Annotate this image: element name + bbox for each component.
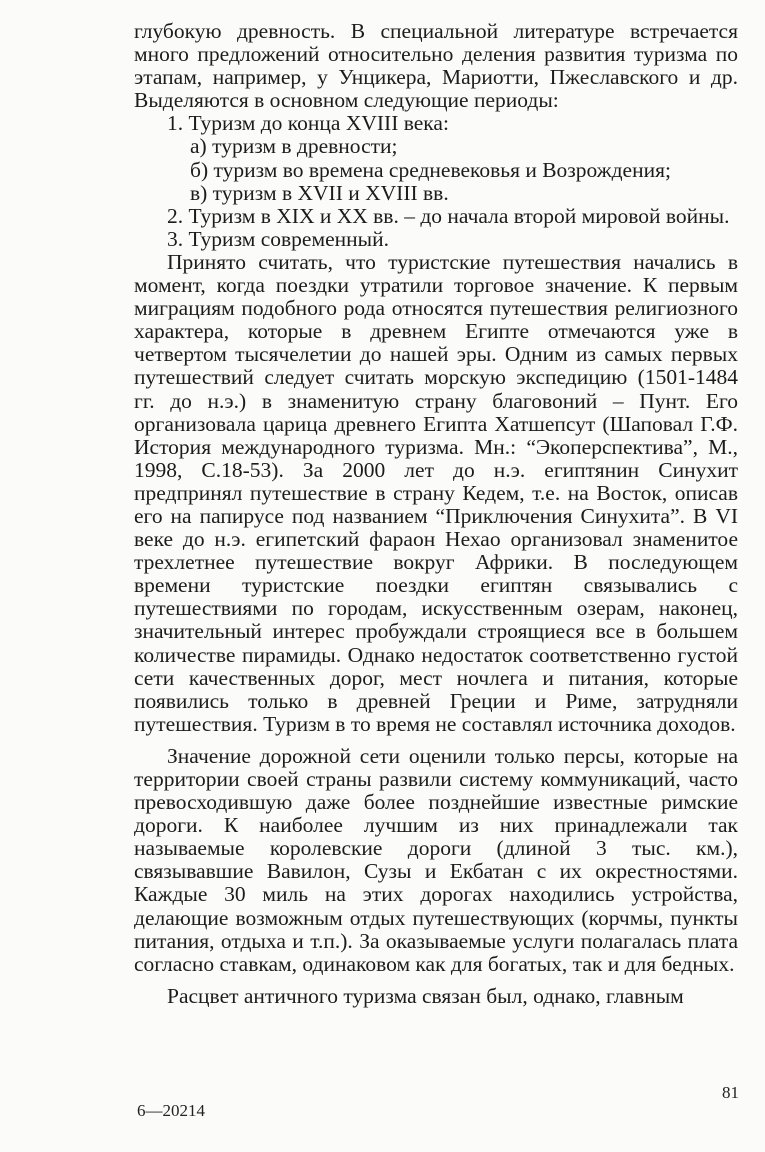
paragraph-antiquity: Расцвет античного туризма связан был, однако, главным [167, 983, 684, 1008]
paragraph-1: глубокую древность. В специальной литературе встречается много предложений относительно деления развития туризма по этапам, например, у Унцикера, Мариотти, Пжеславского и др. Выделяются в основном следующие периоды: [134, 19, 738, 113]
page-number: 81 [722, 1083, 739, 1102]
list-subitem-c: в) туризм в XVII и XVIII вв. [190, 180, 449, 205]
paragraph-persia: Значение дорожной сети оценили только персы, которые на территории своей страны развили систему коммуникаций, часто превосходившую даже более позднейшие известные римские дороги. К наиболее лучшим из них принадлежали так называемые королевские дороги (длиной 3 тыс. км.), связывавшие Вавилон, Сузы и Екбатан с их окрестностями. Каждые 30 миль на этих дорогах находились устройства, делающие возможным отдых путешествующих (корчмы, пункты питания, отдыха и т.п.). За оказываемые услуги полагалась плата согласно ставкам, одинаковом как для богатых, так и для бедных. [134, 743, 738, 976]
page-body-text [134, 20, 738, 1008]
printer-signature: 6—20214 [137, 1101, 205, 1120]
list-item-period-1: 1. Туризм до конца XVIII века: [167, 111, 449, 136]
list-subitem-b: б) туризм во времена средневековья и Возрождения; [190, 157, 671, 182]
list-item-period-3: 3. Туризм современный. [167, 226, 389, 251]
list-subitem-a: а) туризм в древности; [190, 134, 398, 159]
paragraph-egypt: Принято считать, что туристские путешествия начались в момент, когда поездки утратили торговое значение. К первым миграциям подобного рода относятся путешествия религиозного характера, которые в древнем Египте отмечаются уже в четвертом тысячелетии до нашей эры. Одним из самых первых путешествий следует считать морскую экспедицию (1501-1484 гг. до н.э.) в знаменитую страну благовоний – Пунт. Его организовала царица древнего Египта Хатшепсут (Шаповал Г.Ф. История международного туризма. Мн.: “Экоперспектива”, М., 1998, С.18-53). За 2000 лет до н.э. египтянин Синухит предпринял путешествие в страну Кедем, т.е. на Восток, описав его на папирусе под названием “Приключения Синухита”. В VI веке до н.э. египетский фараон Нехао организовал знаменитое трехлетнее путешествие вокруг Африки. В последующем времени туристские поездки египтян связывались с путешествиями по городам, искусственным озерам, наконец, значительный интерес пробуждали строящиеся все в большем количестве пирамиды. Однако недостаток соответственно густой сети качественных дорог, мест ночлега и питания, которые появились только в древней Греции и Риме, затрудняли путешествия. Туризм в то время не составлял источника доходов. [134, 249, 738, 736]
list-item-period-2: 2. Туризм в XIX и XX вв. – до начала второй мировой войны. [167, 203, 730, 228]
